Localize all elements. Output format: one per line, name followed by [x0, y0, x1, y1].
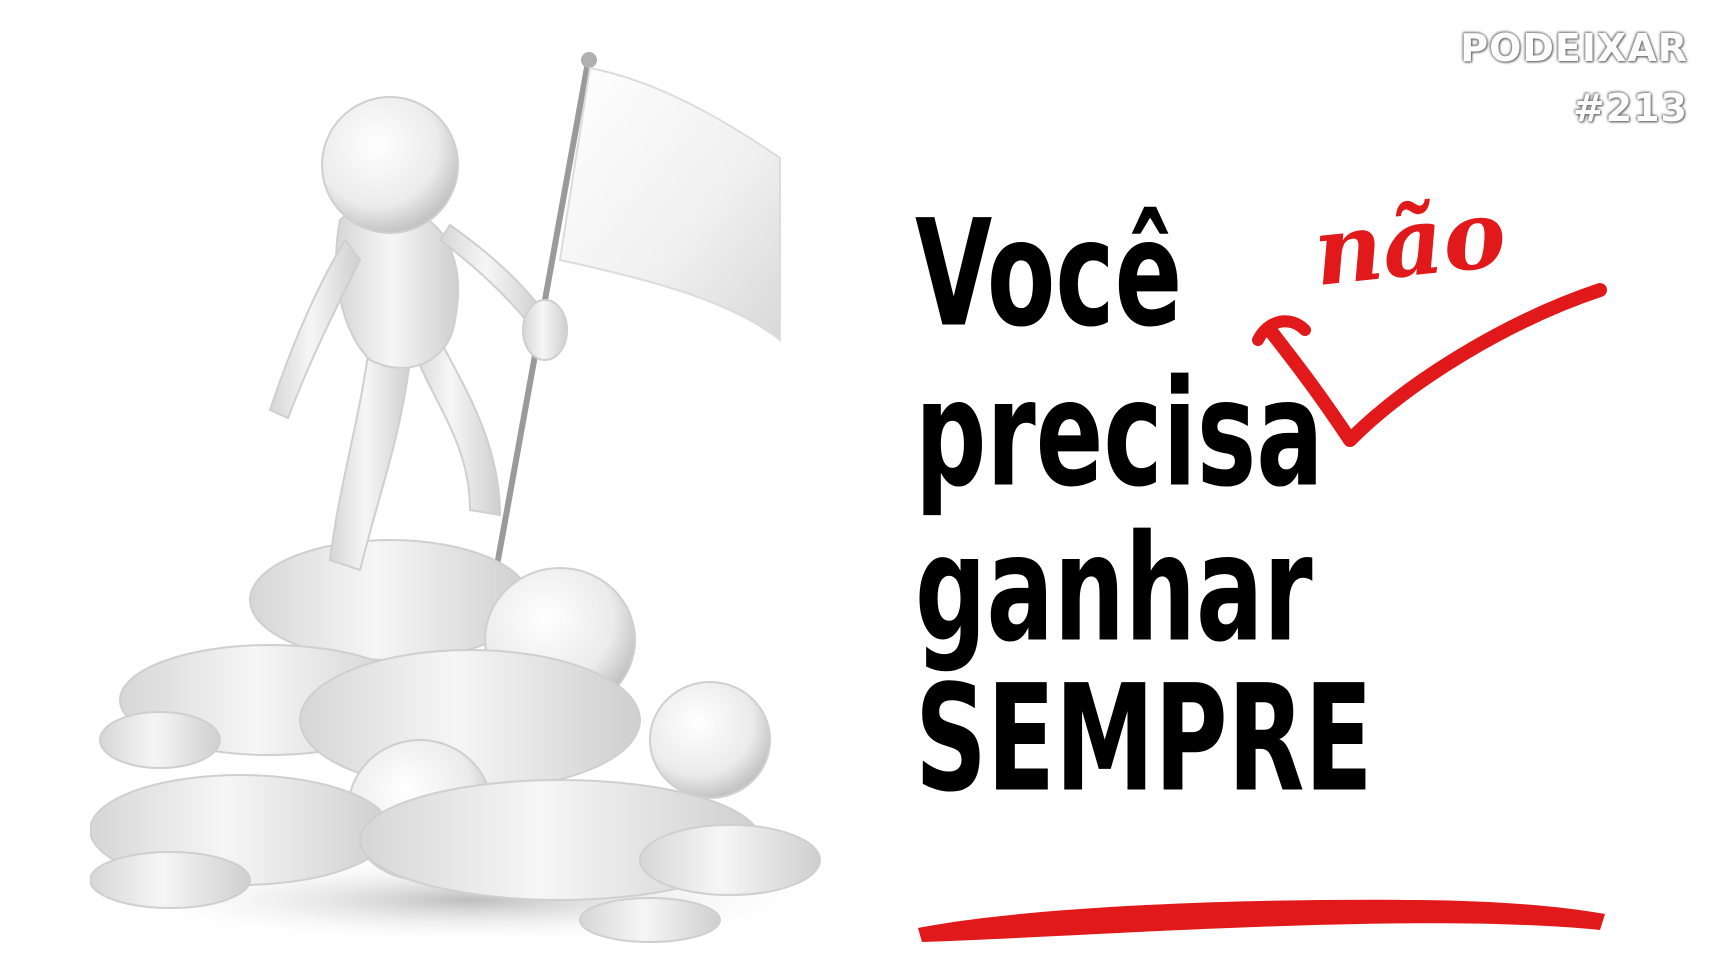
headline-line-voce: Você [915, 188, 1183, 361]
pile-of-figures [90, 540, 820, 942]
episode-badge: PODEIXAR #213 [1460, 26, 1688, 130]
red-brush-underline [900, 880, 1620, 950]
standing-figure [270, 97, 567, 570]
insertion-overlay [1250, 178, 1630, 460]
headline-line-ganhar: ganhar [915, 503, 1313, 676]
figure-head [322, 97, 458, 233]
white-flag [560, 68, 780, 340]
insertion-word-nao: não [1308, 178, 1511, 308]
flag-pole-tip [581, 52, 597, 68]
headline-line-precisa: precisa [915, 348, 1324, 521]
headline-line-sempre: SEMPRE [915, 653, 1373, 826]
flag-figure-illustration [90, 40, 890, 950]
